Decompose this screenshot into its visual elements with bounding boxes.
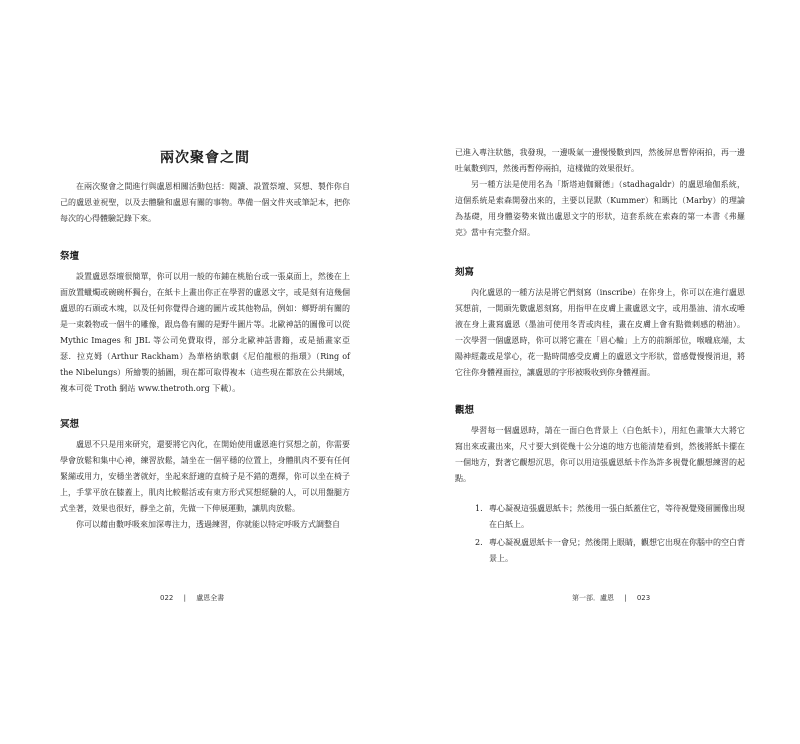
list-text: 專心凝視這張盧恩紙卡；然後用一張白紙蓋住它，等待視覺殘留圖像出現在白紙上。 (489, 504, 745, 529)
chapter-title: 兩次聚會之間 (160, 150, 250, 166)
right-footer (572, 593, 650, 603)
left-footer (160, 593, 224, 603)
page-number: 023 (636, 594, 651, 602)
list-item (455, 535, 745, 567)
footer-separator: | (183, 594, 186, 602)
part-title: 第一部．盧恩 (572, 594, 614, 602)
left-column (60, 0, 350, 533)
list-item (455, 501, 745, 533)
footer-separator: | (624, 594, 627, 602)
meditation-paragraph-1: 盧恩不只是用來研究，還要將它內化，在開始使用盧恩進行冥想之前，你需要學會放鬆和集中心神，練習放鬆，請坐在一個平穩的位置上，身體肌肉不要有任何緊繃或用力，安穩坐著就好，坐起來舒適的直椅子是不錯的選擇，你可以坐在椅子上，手掌平放在膝蓋上，肌肉比較鬆活或有東方形式冥想經驗的人，可以用盤腿方式坐著，效果也很好，靜坐之前，先做一下伸展運動，讓肌肉放鬆。 (60, 440, 350, 513)
intro-paragraph: 在兩次聚會之間進行與盧恩相關活動包括：閱讀、設置祭壇、冥想、製作你自己的盧恩並祝聖，以及去體驗和盧恩有關的事物。準備一個文件夾或筆記本，把你每次的心得體驗記錄下來。 (60, 182, 350, 223)
list-number: 1. (475, 504, 483, 513)
book-title: 盧恩全書 (196, 594, 225, 602)
visualize-paragraph: 學習每一個盧恩時，請在一面白色背景上（白色紙卡），用紅色畫筆大大將它寫出來或畫出來，尺寸要大到從幾十公分遠的地方也能清楚看到，然後將紙卡擺在一個地方，對著它觀想沉思，你可以用這張盧恩紙卡作為許多視覺化觀想練習的起點。 (455, 426, 745, 483)
section-heading-visualize: 觀想 (455, 405, 475, 416)
altar-paragraph: 設置盧恩祭壇很簡單，你可以用一般的布鋪在桃胎台或一張桌面上，然後在上面放置蠟燭或碗碗杯獨台，在紙卡上畫出你正在學習的盧恩文字，或是刻有這幾個盧恩的石頭或木塊，以及任何你覺得合適的圖片或其他物品，例如：鄉野胡有關的是一束穀物或一個牛的雕像，跟烏魯有關的是野牛圖片等。北歐神話的圖像可以從 Mythic Images 和 JBL 等公司免費取得，部分北歐神話書籍，或是插畫家亞瑟．拉克姆（Arthur Rackham）為華格納歌劇《尼伯龍根的指環》（Ring of the Nibelungs）所繪製的插圖，現在都可取得複本（這些現在都放在公共網域，複本可從 Troth 網站 www.thetroth.org 下載）。 (60, 272, 350, 393)
list-text: 專心凝視盧恩紙卡一會兒；然後閉上眼睛，觀想它出現在你腦中的空白背景上。 (489, 538, 745, 563)
right-column (455, 0, 745, 567)
list-number: 2. (475, 538, 483, 547)
stadhagaldr-paragraph: 另一種方法是使用名為「斯塔迪伽爾德」（stadhagaldr）的盧恩瑜伽系統，這個系統是索森開發出來的，主要以昆默（Kummer）和瑪比（Marby）的理論為基礎，用身體姿勢來做出盧恩文字的形狀，這套系統在索森的第一本書《弗羅克》當中有完整介紹。 (455, 180, 745, 237)
inscribe-paragraph: 內化盧恩的一種方法是將它們刻寫（inscribe）在你身上，你可以在進行盧恩冥想前，一開頭先數盧恩刻寫，用指甲在皮膚上畫盧恩文字，或用墨油、清水或唾液在身上畫寫盧恩（墨油可使用冬青或肉桂，畫在皮膚上會有點微刺感的精油）。一次學習一個盧恩時，你可以將它畫在「眉心輪」上方的前額部位，喉嚨底端，太陽神經叢或是掌心，花一點時間感受皮膚上的盧恩文字形狀，當感覺慢慢消退，將它往你身體裡面拉，讓盧恩的字形被吸收到你身體裡面。 (455, 288, 745, 377)
continuation-paragraph: 已進入專注狀態，我發現，一邊吸氣一邊慢慢數到四，然後屏息暫停兩拍，再一邊吐氣數到四，然後再暫停兩拍，這樣做的效果很好。 (455, 148, 745, 173)
meditation-paragraph-2: 你可以藉由數呼吸來加深專注力，透過練習，你就能以特定呼吸方式調整自 (76, 520, 340, 529)
page-number: 022 (160, 594, 174, 602)
section-heading-inscribe: 刻寫 (455, 267, 475, 278)
section-heading-meditation: 冥想 (60, 419, 80, 430)
section-heading-altar: 祭壇 (60, 251, 80, 262)
